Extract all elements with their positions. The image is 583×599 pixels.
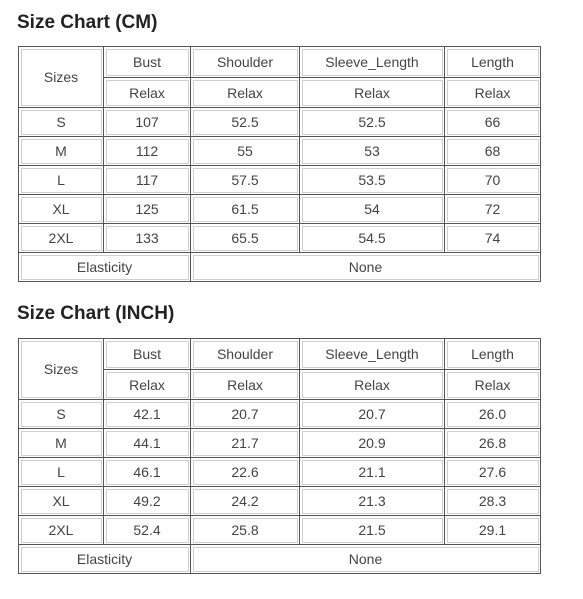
elasticity-row [19,253,541,282]
shoulder-value: 65.5 [191,224,300,253]
size-chart-cm-title: Size Chart (CM) [17,12,158,33]
length-fit: Relax [445,370,541,400]
bust-value: 42.1 [104,400,191,429]
table-row [19,108,541,137]
bust-header: Bust [104,47,191,78]
shoulder-value: 55 [191,137,300,166]
table-header-row [19,47,541,78]
bust-value: 133 [104,224,191,253]
sleeve-length-header: Sleeve_Length [300,47,445,78]
shoulder-value: 57.5 [191,166,300,195]
sleeve-length-value: 53.5 [300,166,445,195]
table-row [19,224,541,253]
sleeve-length-value: 21.3 [300,487,445,516]
bust-value: 52.4 [104,516,191,545]
bust-value: 112 [104,137,191,166]
table-row [19,487,541,516]
sizes-header: Sizes [19,47,104,108]
size-label: XL [19,487,104,516]
length-header: Length [445,339,541,370]
shoulder-value: 24.2 [191,487,300,516]
table-row [19,400,541,429]
sleeve-length-value: 20.7 [300,400,445,429]
elasticity-label: Elasticity [19,545,191,574]
bust-header: Bust [104,339,191,370]
size-label: S [19,108,104,137]
bust-value: 117 [104,166,191,195]
length-value: 29.1 [445,516,541,545]
length-value: 68 [445,137,541,166]
bust-value: 46.1 [104,458,191,487]
length-header: Length [445,47,541,78]
elasticity-value: None [191,545,541,574]
size-label: S [19,400,104,429]
length-fit: Relax [445,78,541,108]
length-value: 27.6 [445,458,541,487]
shoulder-fit: Relax [191,370,300,400]
size-chart-cm-table [18,46,541,282]
sleeve-length-value: 21.5 [300,516,445,545]
shoulder-value: 52.5 [191,108,300,137]
shoulder-value: 20.7 [191,400,300,429]
shoulder-value: 21.7 [191,429,300,458]
length-value: 66 [445,108,541,137]
length-value: 70 [445,166,541,195]
bust-fit: Relax [104,370,191,400]
shoulder-value: 22.6 [191,458,300,487]
sleeve-length-value: 53 [300,137,445,166]
bust-value: 44.1 [104,429,191,458]
shoulder-value: 61.5 [191,195,300,224]
sleeve-length-value: 20.9 [300,429,445,458]
shoulder-value: 25.8 [191,516,300,545]
length-value: 26.8 [445,429,541,458]
table-row [19,137,541,166]
table-row [19,195,541,224]
table-row [19,516,541,545]
sleeve-length-value: 54 [300,195,445,224]
sleeve-length-fit: Relax [300,370,445,400]
sleeve-length-value: 52.5 [300,108,445,137]
elasticity-label: Elasticity [19,253,191,282]
table-row [19,429,541,458]
sleeve-length-header: Sleeve_Length [300,339,445,370]
size-label: 2XL [19,224,104,253]
size-chart-inch-title: Size Chart (INCH) [17,303,175,324]
sleeve-length-fit: Relax [300,78,445,108]
size-label: M [19,429,104,458]
elasticity-row [19,545,541,574]
length-value: 26.0 [445,400,541,429]
size-label: 2XL [19,516,104,545]
size-label: XL [19,195,104,224]
sleeve-length-value: 21.1 [300,458,445,487]
table-header-row [19,339,541,370]
size-chart-inch-table [18,338,541,574]
bust-value: 49.2 [104,487,191,516]
sizes-header: Sizes [19,339,104,400]
shoulder-header: Shoulder [191,339,300,370]
bust-value: 107 [104,108,191,137]
size-label: L [19,458,104,487]
bust-value: 125 [104,195,191,224]
table-row [19,458,541,487]
length-value: 74 [445,224,541,253]
size-label: M [19,137,104,166]
bust-fit: Relax [104,78,191,108]
length-value: 28.3 [445,487,541,516]
shoulder-fit: Relax [191,78,300,108]
size-label: L [19,166,104,195]
elasticity-value: None [191,253,541,282]
shoulder-header: Shoulder [191,47,300,78]
length-value: 72 [445,195,541,224]
table-row [19,166,541,195]
sleeve-length-value: 54.5 [300,224,445,253]
